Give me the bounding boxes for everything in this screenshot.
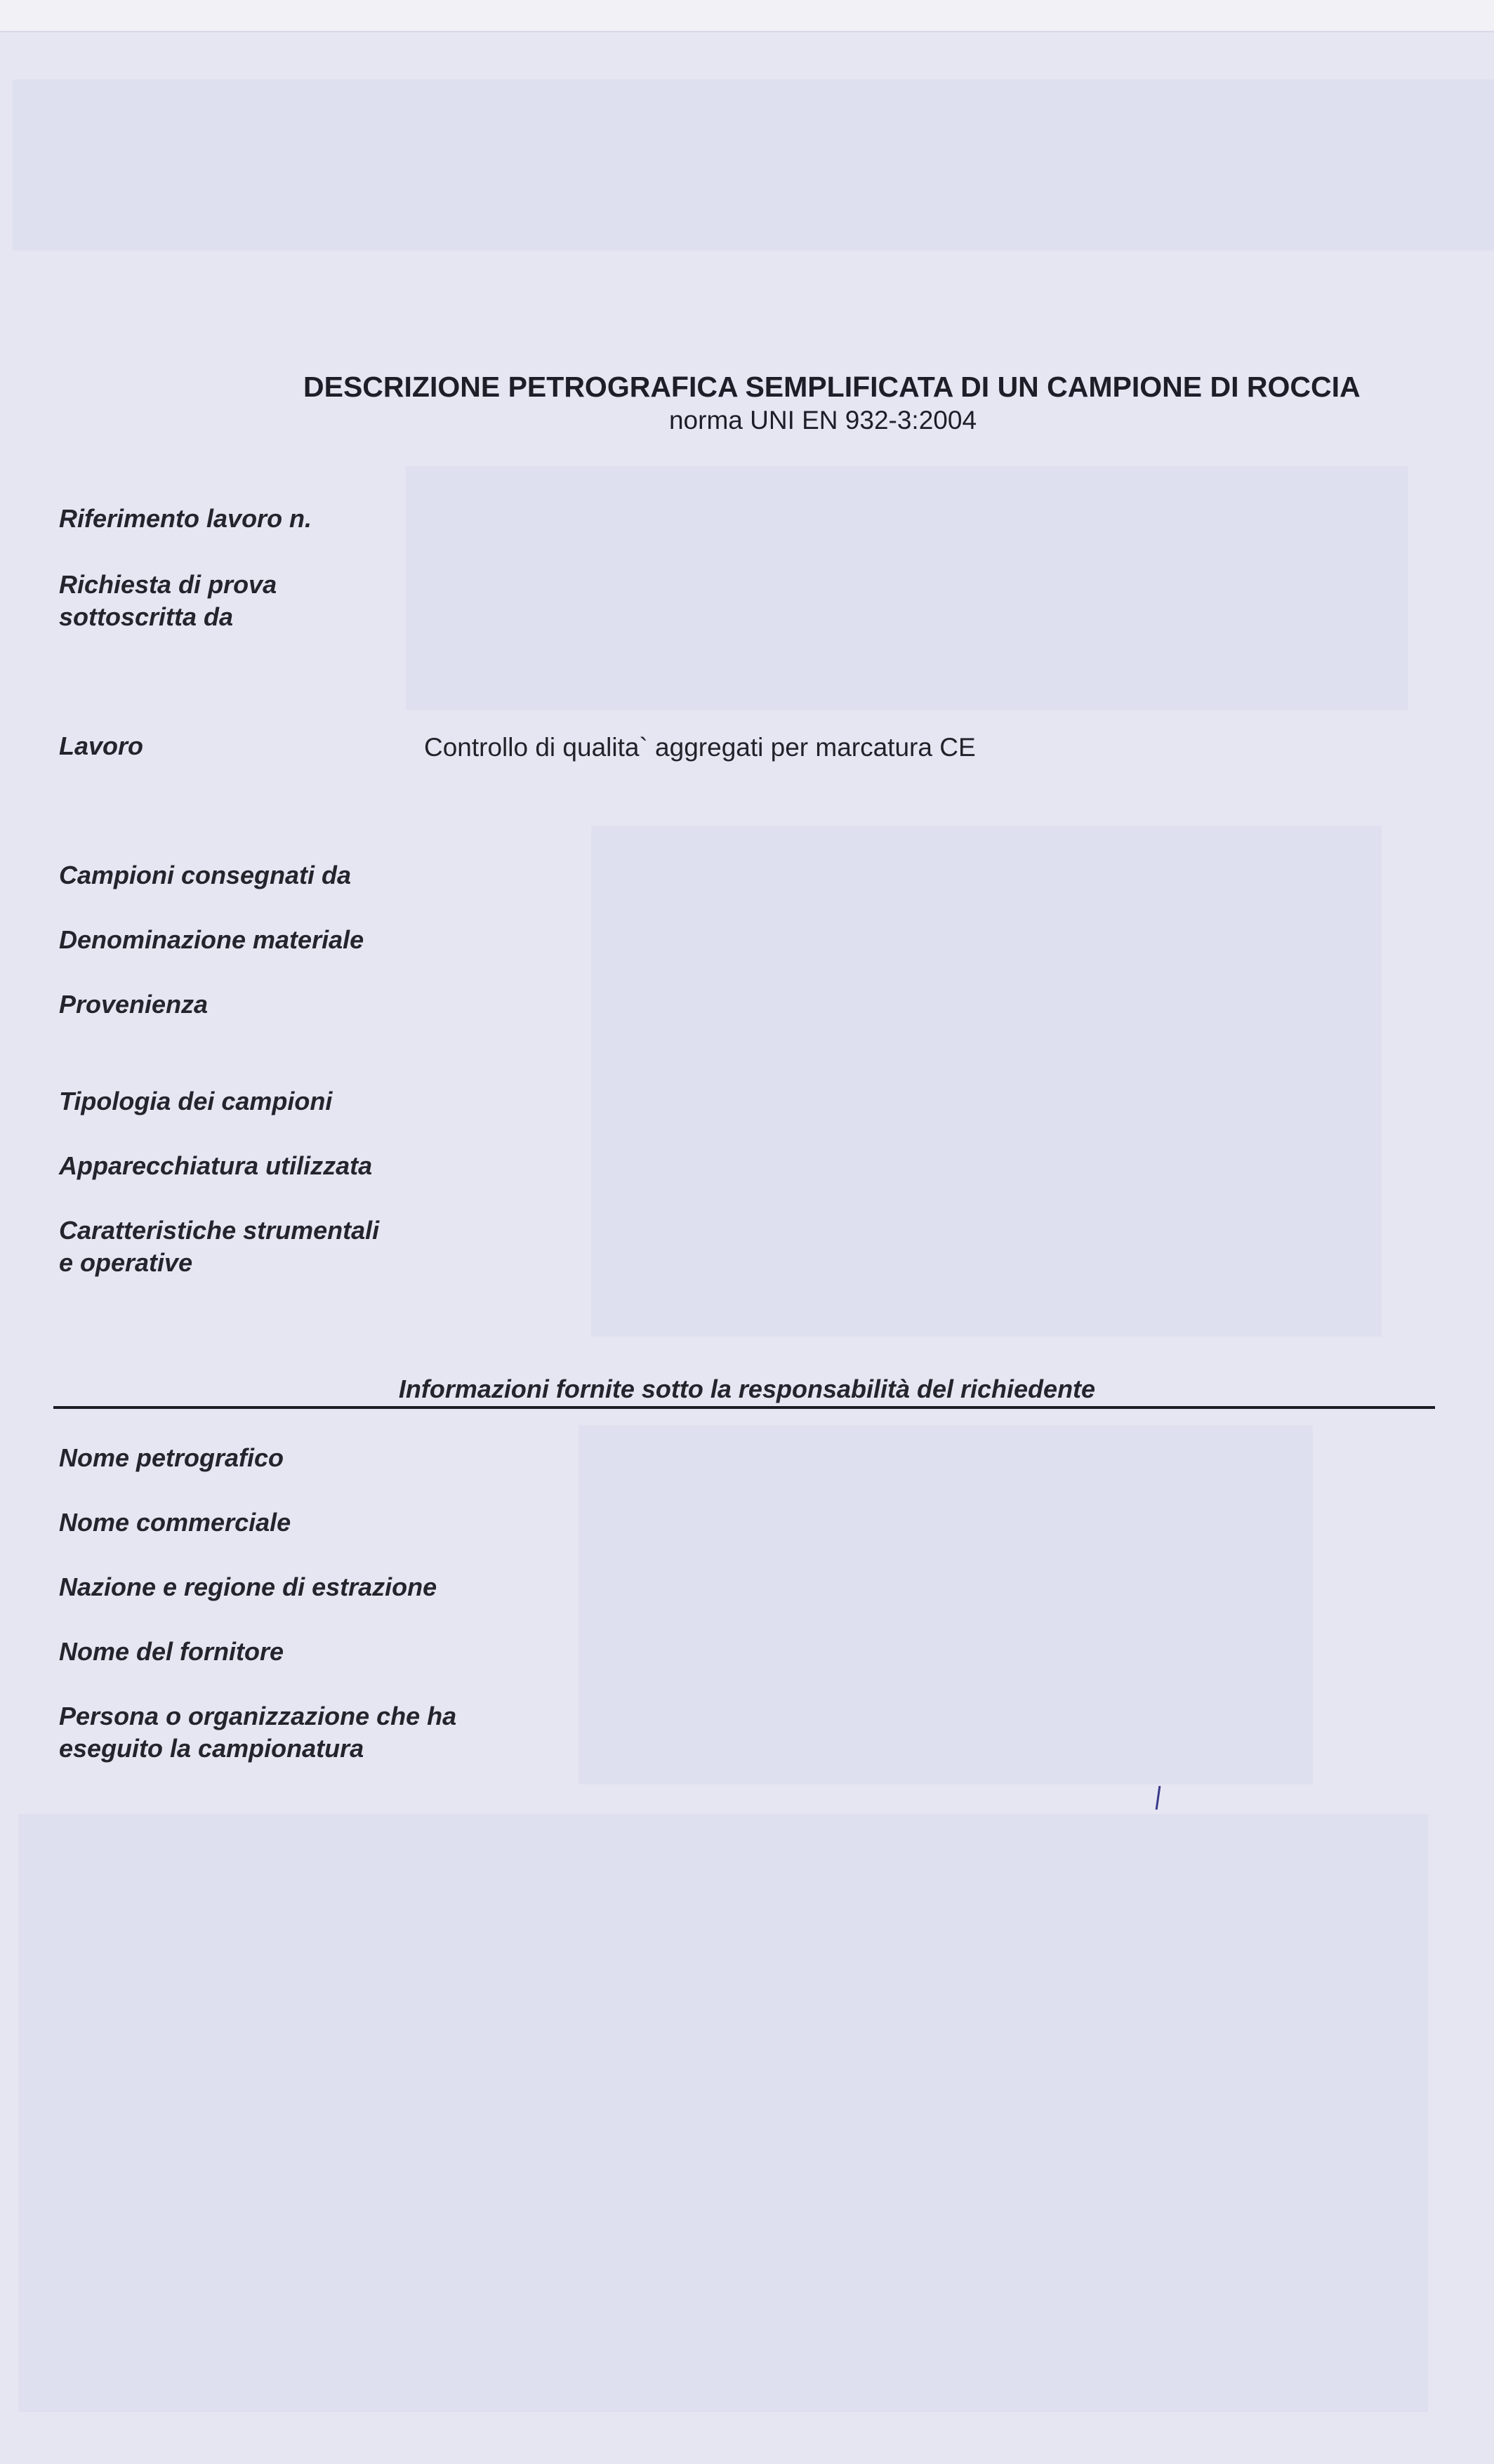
section-divider — [53, 1406, 1435, 1409]
redacted-requester-info — [579, 1425, 1313, 1784]
redacted-letterhead — [13, 79, 1494, 251]
label-persona-line2: eseguito la campionatura — [59, 1734, 364, 1763]
label-nazione-regione: Nazione e regione di estrazione — [59, 1572, 437, 1601]
redacted-reference-block — [406, 466, 1408, 710]
label-apparecchiatura: Apparecchiatura utilizzata — [59, 1151, 373, 1180]
label-caratteristiche-line1: Caratteristiche strumentali — [59, 1216, 380, 1245]
redacted-footer-block — [18, 1814, 1428, 2412]
section-title-requester-info: Informazioni fornite sotto la responsabilità del richiedente — [398, 1375, 1096, 1403]
document-title: DESCRIZIONE PETROGRAFICA SEMPLIFICATA DI UN CAMPIONE DI ROCCIA — [303, 371, 1361, 403]
value-lavoro: Controllo di qualita` aggregati per marcatura CE — [424, 733, 976, 762]
label-richiesta-line1: Richiesta di prova — [59, 570, 277, 599]
label-campioni: Campioni consegnati da — [59, 861, 352, 889]
label-nome-commerciale: Nome commerciale — [59, 1508, 291, 1537]
redacted-sample-details — [591, 826, 1382, 1337]
scan-top-edge — [0, 0, 1494, 32]
label-riferimento: Riferimento lavoro n. — [59, 504, 312, 533]
label-richiesta-line2: sottoscritta da — [59, 602, 234, 631]
label-tipologia: Tipologia dei campioni — [59, 1087, 333, 1115]
label-provenienza: Provenienza — [59, 990, 209, 1019]
label-persona-line1: Persona o organizzazione che ha — [59, 1702, 457, 1730]
label-nome-petrografico: Nome petrografico — [59, 1443, 284, 1472]
label-caratteristiche-line2: e operative — [59, 1248, 193, 1277]
label-lavoro: Lavoro — [59, 731, 144, 760]
pen-mark — [1156, 1786, 1161, 1810]
label-denominazione: Denominazione materiale — [59, 925, 364, 954]
label-nome-fornitore: Nome del fornitore — [59, 1637, 284, 1666]
document-subtitle: norma UNI EN 932-3:2004 — [668, 406, 977, 435]
